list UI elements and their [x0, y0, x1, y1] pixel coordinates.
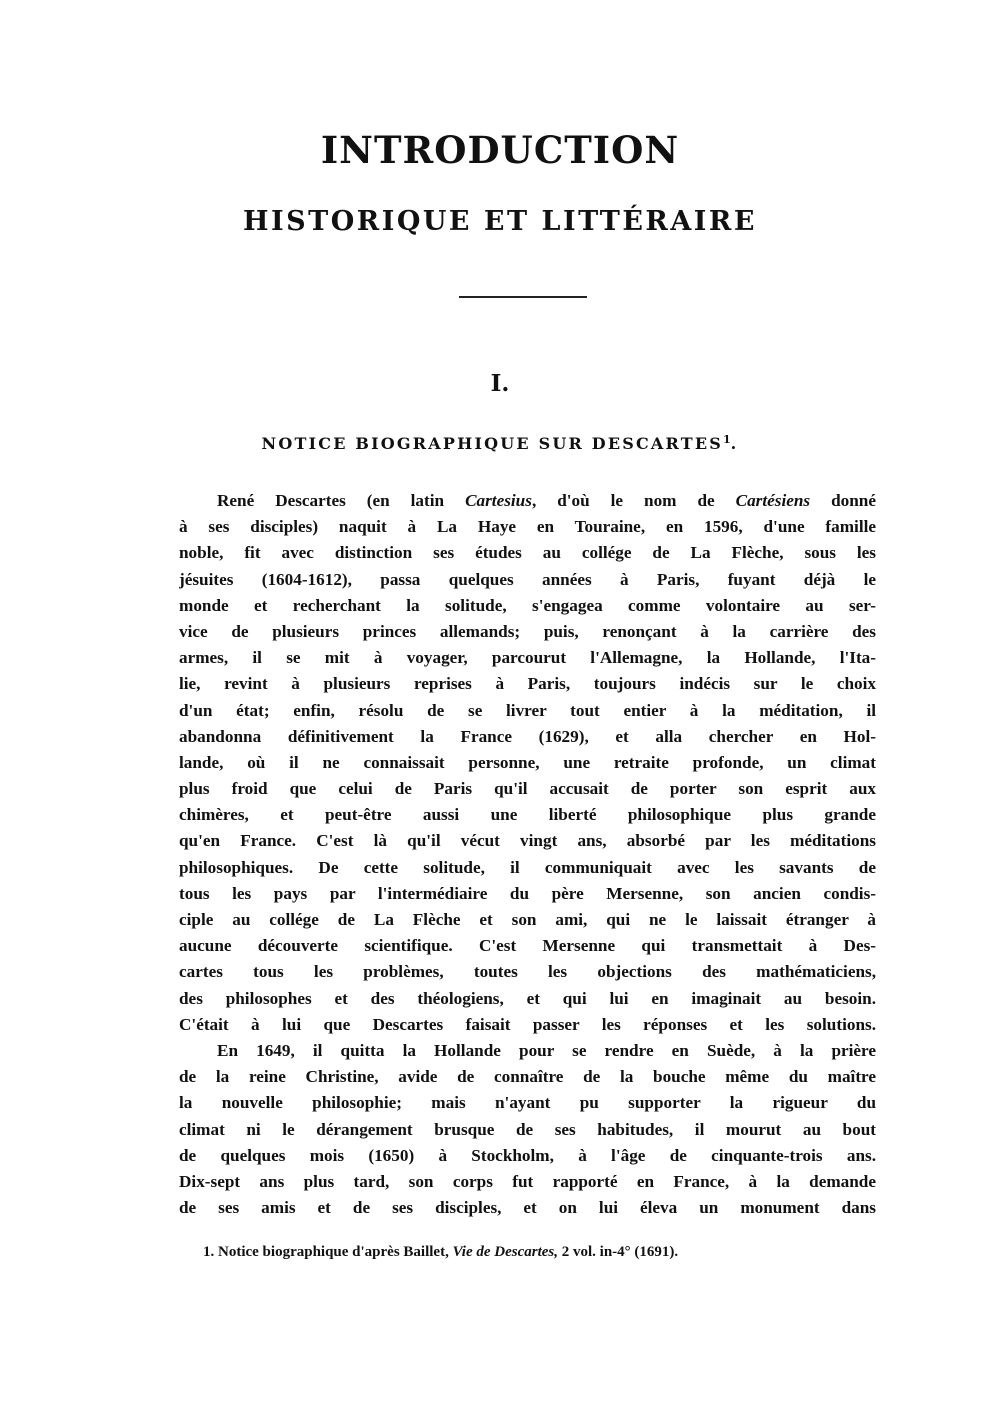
text-line: ciple au collége de La Flèche et son ami, qui ne le laissait étranger à	[179, 910, 876, 929]
section-title-text: NOTICE BIOGRAPHIQUE SUR DESCARTES	[261, 434, 724, 453]
page-title: INTRODUCTION	[320, 128, 680, 172]
text-line: climat ni le dérangement brusque de ses habitudes, il mourut au bout	[179, 1119, 876, 1139]
text-line: chimères, et peut-être aussi une liberté philosophique plus grande	[179, 805, 876, 825]
text-line: abandonna définitivement la France (1629), et alla chercher en Hol-	[179, 726, 876, 746]
text-line: des philosophes et des théologiens, et qui lui en imaginait au besoin.	[179, 988, 876, 1008]
paragraph	[179, 488, 876, 1038]
footnote-work-title: Vie de Descartes,	[452, 1244, 558, 1260]
page-subtitle: HISTORIQUE ET LITTÉRAIRE	[243, 206, 757, 237]
text-line: lande, où il ne connaissait personne, une retraite profonde, un climat	[179, 752, 876, 772]
text-line: armes, il se mit à voyager, parcourut l'Allemagne, la Hollande, l'Ita-	[179, 648, 876, 668]
footnote-marker: 1.	[203, 1244, 215, 1260]
text-line: de ses amis et de ses disciples, et on lui éleva un monument dans	[179, 1198, 876, 1218]
text-line: aucune découverte scientifique. C'est Mersenne qui transmettait à Des-	[179, 936, 876, 956]
text-line: noble, fit avec distinction ses études au collége de La Flèche, sous les	[179, 543, 876, 563]
text-line: de quelques mois (1650) à Stockholm, à l'âge de cinquante-trois ans.	[179, 1145, 876, 1165]
text-line: d'un état; enfin, résolu de se livrer tout entier à la méditation, il	[179, 700, 876, 720]
text-line: cartes tous les problèmes, toutes les objections des mathématiciens,	[179, 962, 876, 982]
text-line: lie, revint à plusieurs reprises à Paris, toujours indécis sur le choix	[179, 674, 876, 694]
text-line: philosophiques. De cette solitude, il communiquait avec les savants de	[179, 857, 876, 877]
text-line: Dix-sept ans plus tard, son corps fut rapporté en France, à la demande	[179, 1171, 876, 1191]
text-line: René Descartes (en latin Cartesius, d'où le nom de Cartésiens donné	[217, 491, 876, 510]
text-line: qu'en France. C'est là qu'il vécut vingt ans, absorbé par les méditations	[179, 831, 876, 851]
footnote	[203, 1244, 678, 1261]
text-line: à ses disciples) naquit à La Haye en Touraine, en 1596, d'une famille	[179, 517, 876, 537]
section-title: NOTICE BIOGRAPHIQUE SUR DESCARTES$^1$.	[261, 433, 739, 453]
text-line: monde et recherchant la solitude, s'engagea comme volontaire au ser-	[179, 595, 876, 615]
text-line: plus froid que celui de Paris qu'il accusait de porter son esprit aux	[179, 779, 876, 799]
body-text	[179, 488, 876, 1221]
text-line: de la reine Christine, avide de connaître de la bouche même du maître	[179, 1067, 876, 1087]
section-number: I.	[490, 370, 510, 397]
paragraph	[179, 1038, 876, 1221]
footnote-details: 2 vol. in-4° (1691).	[561, 1244, 679, 1260]
text-line: C'était à lui que Descartes faisait passer les réponses et les solutions.	[179, 1014, 876, 1034]
footnote-reference: 1	[723, 433, 731, 446]
text-line: jésuites (1604-1612), passa quelques années à Paris, fuyant déjà le	[179, 569, 876, 589]
text-line: vice de plusieurs princes allemands; puis, renonçant à la carrière des	[179, 621, 876, 641]
footnote-text: Notice biographique d'après Baillet,	[218, 1244, 449, 1260]
text-line: la nouvelle philosophie; mais n'ayant pu supporter la rigueur du	[179, 1093, 876, 1113]
text-line: tous les pays par l'intermédiaire du père Mersenne, son ancien condis-	[179, 883, 876, 903]
title-divider	[459, 296, 587, 298]
text-line: En 1649, il quitta la Hollande pour se rendre en Suède, à la prière	[217, 1040, 876, 1060]
